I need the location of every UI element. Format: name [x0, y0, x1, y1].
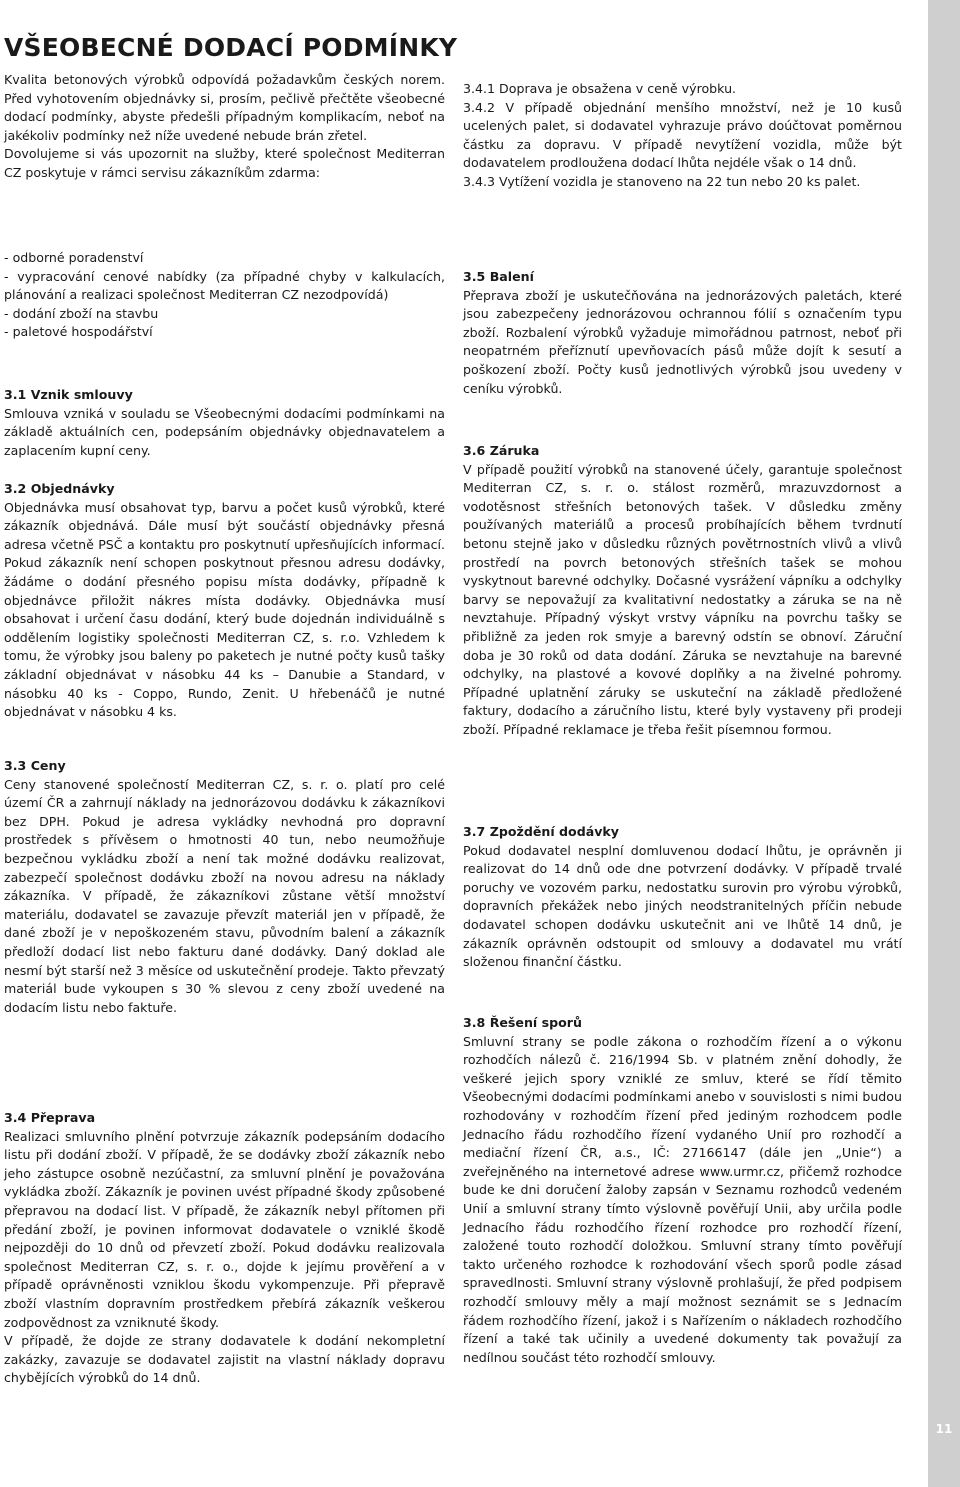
section-3-1	[4, 386, 445, 460]
section-heading: 3.7 Zpoždění dodávky	[463, 824, 620, 839]
section-text: Objednávka musí obsahovat typ, barvu a počet kusů výrobků, které zákazník objednává. Dále musí být součástí objednávky přesná adresa včetně PSČ a kontaktu pro poskytnutí upřesňujících informací. Pokud zákazník není schopen poskytnout přesnou adresu dodávky, žádáme o dodání přesného popisu místa dodávky, případně k objednávce přiložit nákres místa dodávky. Objednávka musí obsahovat i určení času dodání, který bude dojednán individuálně s oddělením logistiky společnosti Mediterran CZ, s. r.o. Vzhledem k tomu, že výrobky jsou baleny po paketech je nutné počty kusů tašky základní objednávat v násobku 44 ks – Danubie a Standard, v násobku 40 ks - Coppo, Rundo, Zenit. U hřebenáčů je nutné objednávat v násobku 4 ks.	[4, 499, 445, 720]
section-text: 3.4.1 Doprava je obsažena v ceně výrobku.	[463, 81, 737, 96]
section-text: Smluvní strany se podle zákona o rozhodčím řízení a o výkonu rozhodčích nálezů č. 216/1994 Sb. v platném znění dohodly, že veškeré jejich spory vzniklé ze smluv, které se řídí těmito Všeobecnými dodacími podmínkami anebo v souvislosti s nimi budou rozhodovány v rozhodčím řízení před jediným rozhodcem podle Jednacího řádu rozhodčího řízení vydaného Unií pro rozhodčí a mediační řízení ČR, a.s., IČ: 27166147 (dále jen „Unie“) a zveřejněného na internetové adrese www.urmr.cz, přičemž rozhodce bude ke dni doručení žaloby zapsán v Seznamu rozhodců vedeném Unií a smluvní strany tímto výslovně pověřují Unii, aby určila podle Jednacího řádu rozhodčího řízení rozhodce pro rozhodčí řízení, založené touto rozhodčí doložkou. Smluvní strany tímto pověřují takto určeného rozhodce k rozhodování všech sporů podle zásad spravedlnosti. Smluvní strany výslovně prohlašují, že před podpisem rozhodčí smlouvy měly a mají možnost seznámit se s Jednacím řádem rozhodčího řízení, jakož i s Nařízením o nákladech rozhodčího řízení a také tak učinily a uvedené dokumenty tak považují za nedílnou součást této rozhodčí smlouvy.	[463, 1033, 902, 1365]
section-3-6	[463, 442, 902, 740]
section-heading: 3.6 Záruka	[463, 443, 540, 458]
section-text: Přeprava zboží je uskutečňována na jednorázových paletách, které jsou zabezpečeny jednorázovou ochrannou fólií s označením typu zboží. Rozbalení výrobků vyžaduje mimořádnou patrnost, neboť při neopatrném přeříznutí upevňovacích pásů může dojít k sesutí a poškození zboží. Počty kusů jednotlivých výrobků jsou uvedeny v ceníku výrobků.	[463, 287, 902, 396]
section-text: 3.4.2 V případě objednání menšího množství, než je 10 kusů ucelených palet, si dodavatel vyhrazuje právo doúčtovat poměrnou částku za dopravu. V případě nevytížení vozidla, může být dodavatelem prodloužena dodací lhůta nejdéle však o 14 dnů.	[463, 99, 902, 171]
section-text: Smlouva vzniká v souladu se Všeobecnými dodacími podmínkami na základě aktuálních cen, podepsáním objednávky objednavatelem a zaplacením kupní ceny.	[4, 405, 445, 458]
section-3-4-sub	[463, 80, 902, 192]
section-text: Pokud dodavatel nesplní domluvenou dodací lhůtu, je oprávněn ji realizovat do 14 dnů ode dne potvrzení dodávky. V případě trvalé poruchy ve vozovém parku, nedostatku surovin pro výrobu výrobků, dopravních překážek nebo jiných neodstranitelných příčin nebude dodavatel schopen dodávku uskutečnit ani ve lhůtě 14 dnů, je zákazník oprávněn odstoupit od smlouvy a dodavatel mu vrátí složenou finanční částku.	[463, 842, 902, 970]
section-3-2	[4, 480, 445, 722]
section-heading: 3.8 Řešení sporů	[463, 1015, 582, 1030]
intro-section	[4, 71, 445, 183]
section-3-8	[463, 1014, 902, 1367]
page-title: VŠEOBECNÉ DODACÍ PODMÍNKY	[4, 33, 458, 62]
list-item: - dodání zboží na stavbu	[4, 305, 445, 324]
section-text: V případě, že dojde ze strany dodavatele k dodání nekompletní zakázky, zavazuje se dodavatel zajistit na vlastní náklady dopravu chybějících výrobků do 14 dnů.	[4, 1333, 445, 1386]
services-list	[4, 249, 445, 342]
section-3-5	[463, 268, 902, 398]
section-3-7	[463, 823, 902, 972]
list-item: - paletové hospodářství	[4, 323, 445, 342]
services-section	[4, 249, 445, 342]
section-heading: 3.5 Balení	[463, 269, 534, 284]
page-sidebar-strip	[928, 0, 960, 1487]
section-3-3	[4, 757, 445, 1017]
section-3-4	[4, 1109, 445, 1388]
list-item: - odborné poradenství	[4, 249, 445, 268]
section-text: Ceny stanovené společností Mediterran CZ, s. r. o. platí pro celé území ČR a zahrnují náklady na jednorázovou dodávku k zákazníkovi bez DPH. Pokud je adresa vykládky nevhodná pro dopravní prostředek s přívěsem o hmotnosti 40 tun, nebo neumožňuje bezpečnou vykládku zboží a není tak možné dodávku realizovat, zabezpečí společnost dodávku zboží na novou adresu na náklady zákazníka. V případě, že zákazníkovi zůstane větší množství materiálu, dodavatel se zavazuje převzít materiál jen v případě, že dané zboží je v nepoškozeném stavu, původním balení a zákazník předloží dodací list nebo fakturu dané dodávky. Daný doklad ale nesmí být starší než 3 měsíce od uskutečnění prodeje. Takto převzatý materiál bude vykoupen s 30 % slevou z ceny zboží uvedené na dodacím listu nebo faktuře.	[4, 776, 445, 1015]
intro-paragraph: Kvalita betonových výrobků odpovídá požadavkům českých norem. Před vyhotovením objednávky si, prosím, pečlivě přečtěte všeobecné dodací podmínky, abyste předešli případným komplikacím, neboť na jakékoliv podmínky než níže uvedené nebude brán zřetel.	[4, 72, 445, 143]
section-heading: 3.3 Ceny	[4, 758, 66, 773]
list-item: - vypracování cenové nabídky (za případné chyby v kalkulacích, plánování a realizaci společnost Mediterran CZ nezodpovídá)	[4, 268, 445, 305]
intro-services-paragraph: Dovolujeme si vás upozornit na služby, které společnost Mediterran CZ poskytuje v rámci servisu zákazníkům zdarma:	[4, 146, 445, 180]
section-heading: 3.2 Objednávky	[4, 481, 115, 496]
section-text: Realizaci smluvního plnění potvrzuje zákazník podepsáním dodacího listu při dodání zboží. V případě, že se dodávky zboží zákazník nebo jeho zástupce osobně nezúčastní, za smluvní plnění je považována vykládka zboží. Zákazník je povinen uvést případné škody způsobené přepravou na dodací list. V případě, že zákazník nebyl přítomen při předání zboží, je povinen informovat dodavatele o vzniklé škodě nejpozději do 10 dnů od převzetí zboží. Pokud dodávku realizovala společnost Mediterran CZ, s. r. o., dojde k jejímu prověření a v případě oprávněnosti vzniklou škodu vykompenzuje. Při přepravě zboží vlastním dopravním prostředkem přebírá zákazník veškerou zodpovědnost za vzniknuté škody.	[4, 1128, 445, 1330]
section-heading: 3.4 Přeprava	[4, 1110, 96, 1125]
section-text: 3.4.3 Vytížení vozidla je stanoveno na 22 tun nebo 20 ks palet.	[463, 173, 861, 189]
page-number: 11	[935, 1422, 953, 1436]
section-heading: 3.1 Vznik smlouvy	[4, 387, 133, 402]
section-text: V případě použití výrobků na stanovené účely, garantuje společnost Mediterran CZ, s. r. o. stálost rozměrů, mrazuvzdornost a vodotěsnost střešních betonových tašek. V důsledku změny používaných materiálů a procesů probíhajících během tvrdnutí betonu stejně jako v důsledku různých povětrnostních vlivů a vlivů prostředí na povrch betonových střešních tašek se mohou vyskytnout barevné odchylky. Dočasné vysrážení vápníku a odchylky barvy se nepovažují za kvalitativní nedostatky a záruka se na ně nevztahuje. Případný výskyt vrstvy vápníku na povrchu tašky se přibližně za jeden rok smyje a barevný odstín se obnoví. Záruční doba je 30 roků od data dodání. Záruka se nevztahuje na barevné odchylky, na plastové a kovové doplňky a na živelné pohromy. Případné uplatnění záruky se uskuteční na základě předložené faktury, dodacího a záručního listu, které byly vystaveny při prodeji zboží. Případné reklamace je třeba řešit písemnou formou.	[463, 461, 902, 737]
